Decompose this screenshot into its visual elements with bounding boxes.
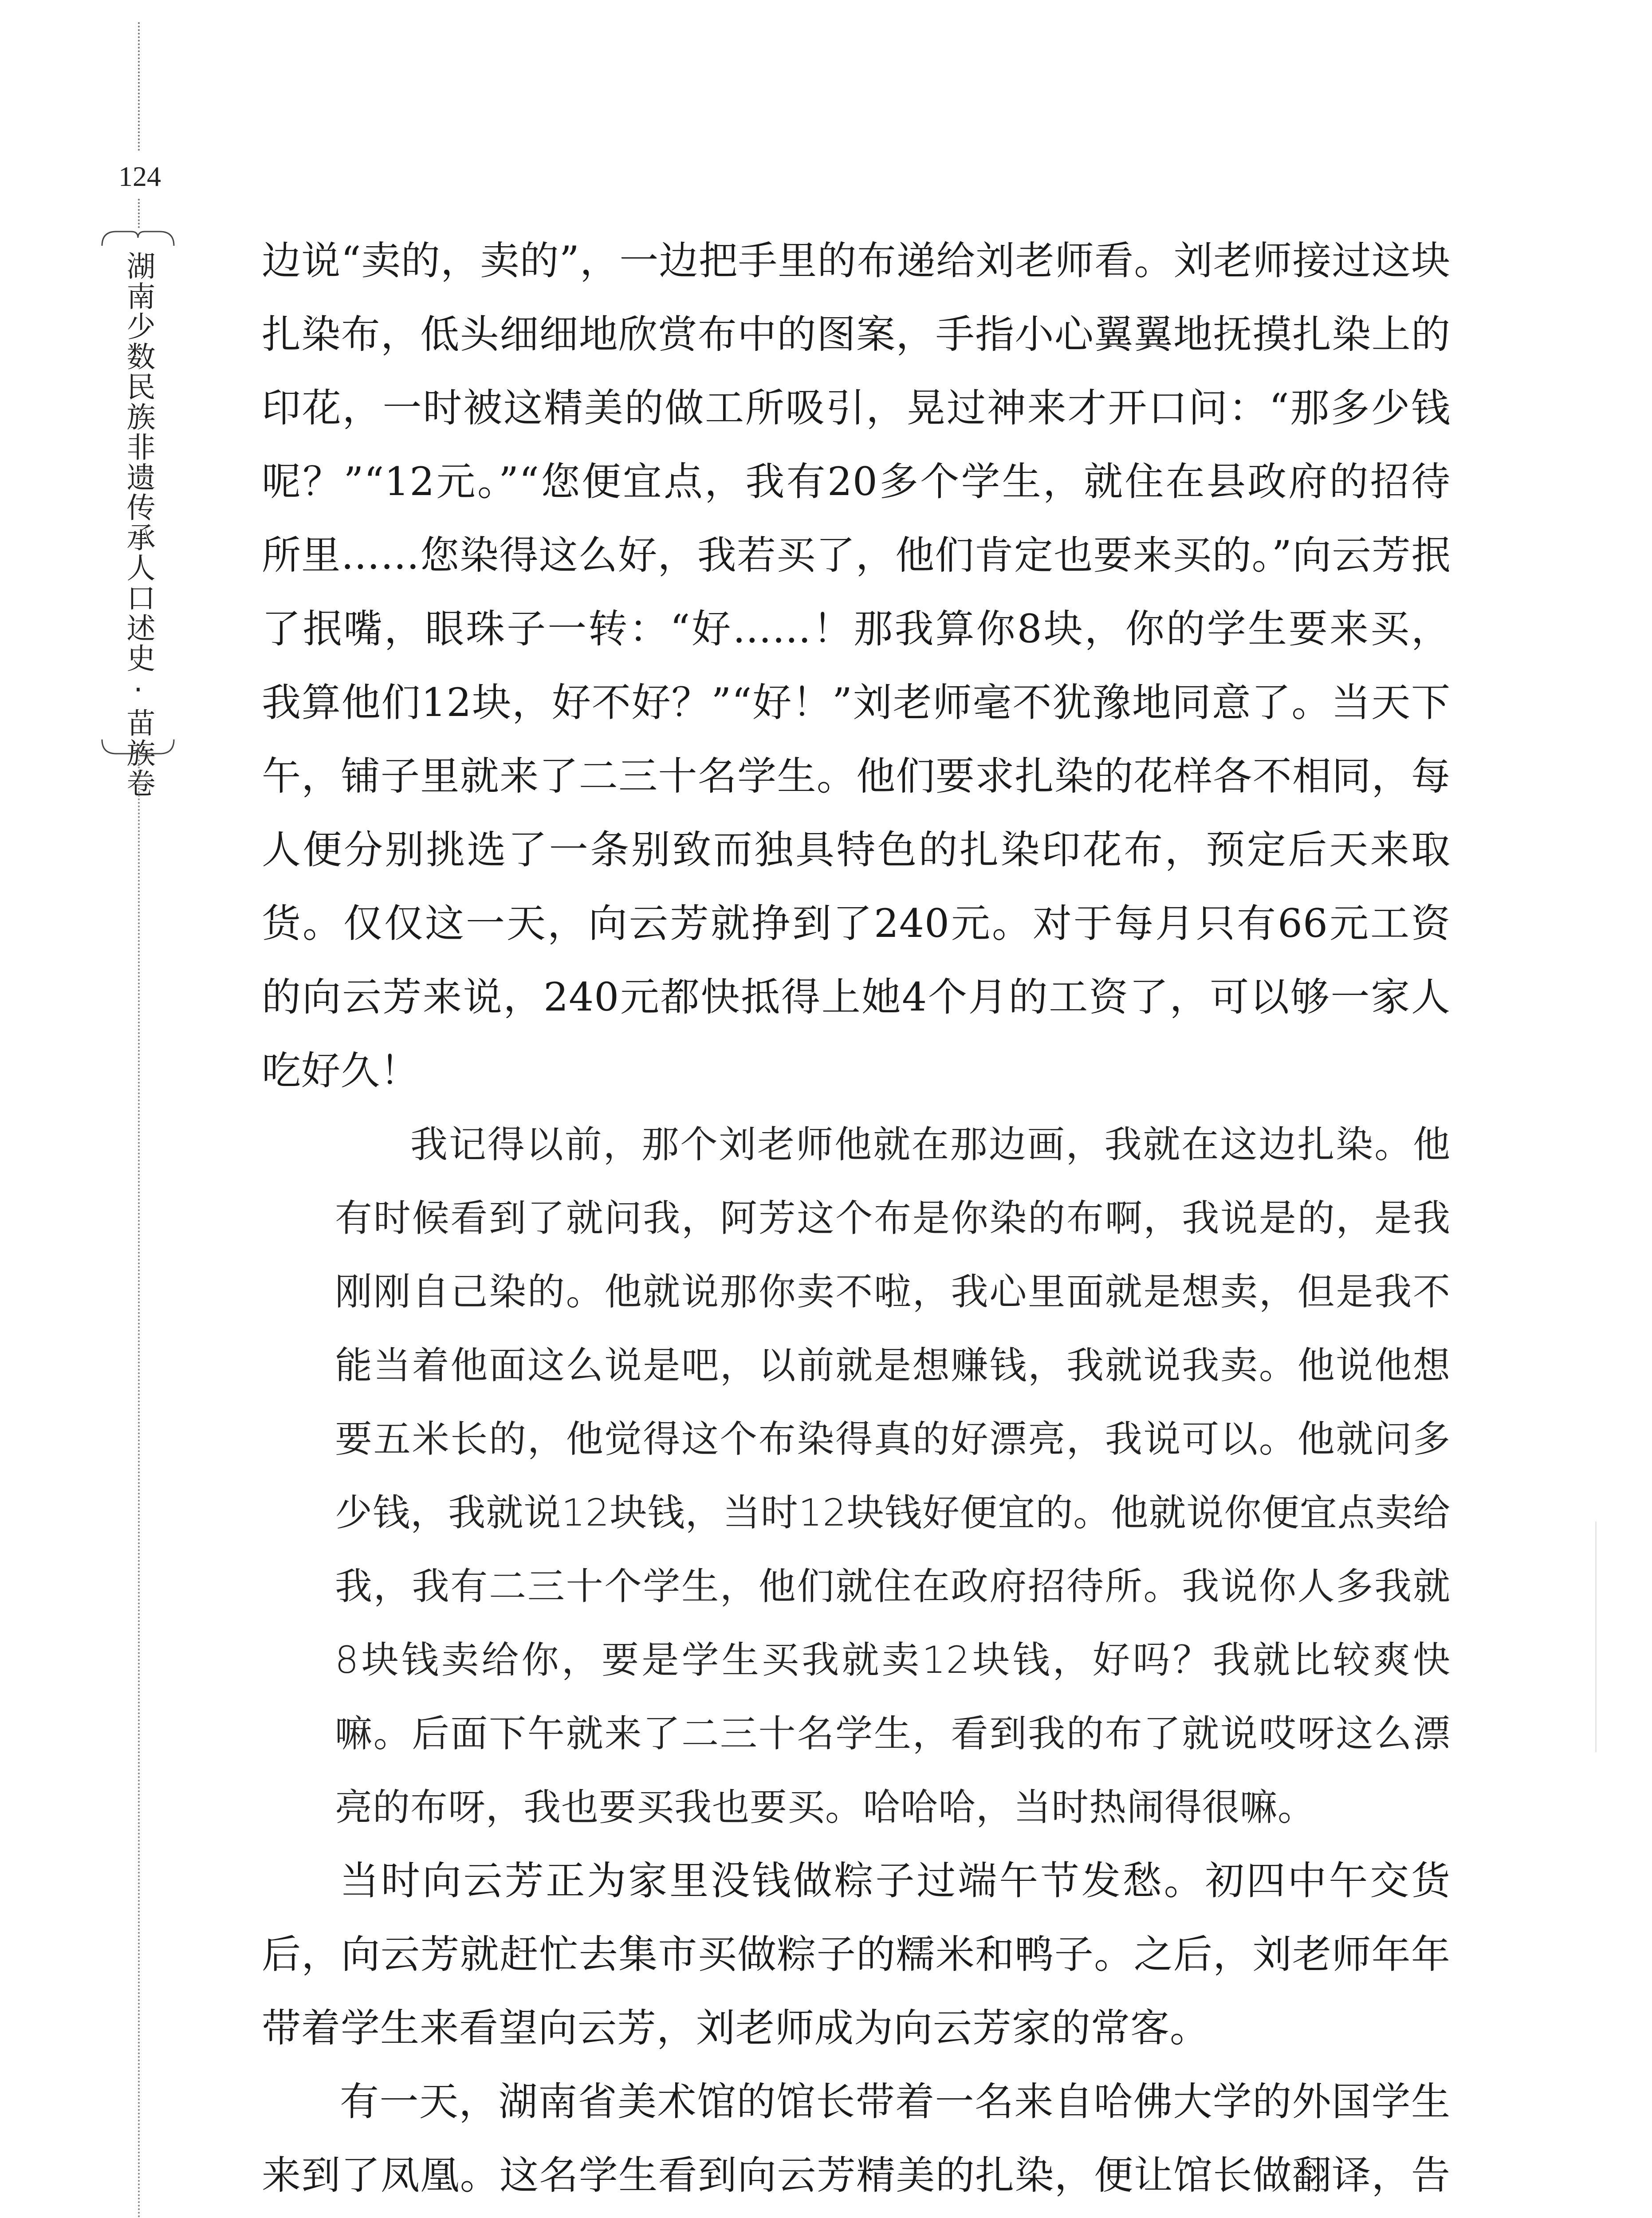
margin-dotted-rule-top xyxy=(138,22,140,151)
body-paragraph-2: 当时向云芳正为家里没钱做粽子过端午节发愁。初四中午交货后，向云芳就赶忙去集市买做粽子的糯米和鸭子。之后，刘老师年年带着学生来看望向云芳，刘老师成为向云芳家的常客。 xyxy=(262,1858,1451,2051)
margin-dotted-rule-bottom xyxy=(138,759,140,2218)
book-series-title: 湖南少数民族非遗传承人口述史·苗族卷 xyxy=(122,251,155,798)
title-bracket-top-icon xyxy=(100,230,176,247)
body-paragraph-1: 边说“卖的，卖的”，一边把手里的布递给刘老师看。刘老师接过这块扎染布，低头细细地欣赏布中的图案，手指小心翼翼地抚摸扎染上的印花，一时被这精美的做工所吸引，晃过神来才开口问：“那多少钱呢？”“12元。”“您便宜点，我有20多个学生，就住在县政府的招待所里……您染得这么好，我若买了，他们肯定也要来买的。”向云芳抿了抿嘴，眼珠子一转：“好……！那我算你8块，你的学生要来买，我算他们12块，好不好？”“好！”刘老师毫不犹豫地同意了。当天下午，铺子里就来了二三十名学生。他们要求扎染的花样各不相同，每人便分别挑选了一条别致而独具特色的扎染印花布，预定后天来取货。仅仅这一天，向云芳就挣到了240元。对于每月只有66元工资的向云芳来说，240元都快抵得上她4个月的工资了，可以够一家人吃好久！ xyxy=(262,238,1451,1093)
body-paragraph-3: 有一天，湖南省美术馆的馆长带着一名来自哈佛大学的外国学生来到了凤凰。这名学生看到向云芳精美的扎染，便让馆长做翻译，告 xyxy=(262,2079,1451,2198)
oral-history-quote: 我记得以前，那个刘老师他就在那边画，我就在这边扎染。他有时候看到了就问我，阿芳这个布是你染的布啊，我说是的，是我刚刚自己染的。他就说那你卖不啦，我心里面就是想卖，但是我不能当着他面这么说是吧，以前就是想赚钱，我就说我卖。他说他想要五米长的，他觉得这个布染得真的好漂亮，我说可以。他就问多少钱，我就说12块钱，当时12块钱好便宜的。他就说你便宜点卖给我，我有二三十个学生，他们就住在政府招待所。我说你人多我就8块钱卖给你，要是学生买我就卖12块钱，好吗？我就比较爽快嘛。后面下午就来了二三十名学生，看到我的布了就说哎呀这么漂亮的布呀，我也要买我也要买。哈哈哈，当时热闹得很嘛。 xyxy=(335,1123,1451,1829)
page-body xyxy=(262,224,1451,2218)
title-bracket-bottom-icon xyxy=(100,739,176,755)
page-number: 124 xyxy=(118,161,161,192)
scan-edge-mark xyxy=(1595,1522,1597,1752)
margin-dotted-rule-middle xyxy=(138,199,140,228)
